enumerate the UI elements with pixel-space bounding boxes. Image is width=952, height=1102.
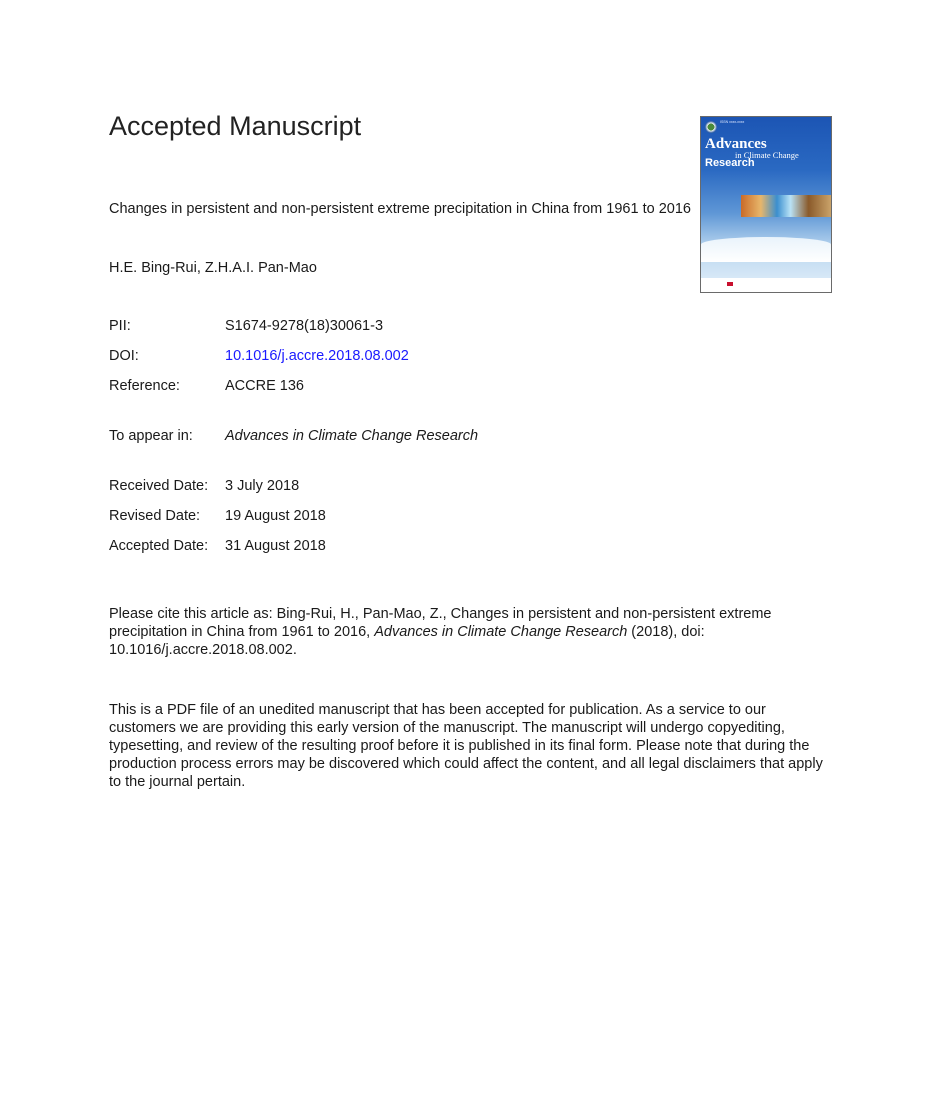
accepted-value: 31 August 2018: [225, 538, 326, 554]
journal-cover-image: [700, 116, 832, 293]
cover-title-line3: Research: [705, 157, 755, 169]
doi-label: DOI:: [109, 348, 139, 364]
journal-logo-icon: [705, 121, 717, 133]
citation-journal: Advances in Climate Change Research: [374, 624, 628, 640]
publisher-logo-icon: [727, 282, 733, 286]
cover-title-line2: in Climate Change: [735, 150, 799, 160]
article-title: Changes in persistent and non-persistent extreme precipitation in China from 1961 to 2016: [109, 201, 691, 217]
accepted-label: Accepted Date:: [109, 538, 209, 554]
received-value: 3 July 2018: [225, 478, 300, 494]
revised-value: 19 August 2018: [225, 508, 326, 524]
citation-prefix: Please cite this article as: Bing-Rui, H., Pan-Mao, Z., Changes in persistent and non-persistent extreme precipitation in China from 1961 to 2016,: [109, 606, 772, 640]
cover-title-line1: Advances: [705, 136, 767, 152]
article-authors: H.E. Bing-Rui, Z.H.A.I. Pan-Mao: [109, 260, 317, 276]
cover-photo-strip: [741, 195, 831, 217]
citation-suffix: (2018), doi: 10.1016/j.accre.2018.08.002.: [109, 624, 705, 658]
reference-label: Reference:: [109, 378, 180, 394]
pii-value: S1674-9278(18)30061-3: [225, 318, 384, 334]
appear-label: To appear in:: [109, 428, 193, 444]
appear-value: Advances in Climate Change Research: [225, 428, 479, 444]
citation-paragraph: [109, 605, 829, 659]
revised-label: Revised Date:: [109, 508, 201, 524]
disclaimer-paragraph: This is a PDF file of an unedited manuscript that has been accepted for publication. As a service to our customers we are providing this early version of the manuscript. The manuscript will undergo copyediting, typesetting, and review of the resulting proof before it is published in its final form. Please note that during the production process errors may be discovered which could affect the content, and all legal disclaimers that apply to the journal pertain.: [109, 702, 823, 790]
doi-link[interactable]: 10.1016/j.accre.2018.08.002: [225, 348, 409, 364]
cover-issn: ISSN xxxx-xxxx: [720, 120, 745, 124]
page-heading: Accepted Manuscript: [109, 111, 362, 141]
pii-label: PII:: [109, 318, 131, 334]
cover-ice-image: [701, 237, 831, 262]
reference-value: ACCRE 136: [225, 378, 304, 394]
received-label: Received Date:: [109, 478, 209, 494]
cover-footer: [701, 278, 831, 292]
